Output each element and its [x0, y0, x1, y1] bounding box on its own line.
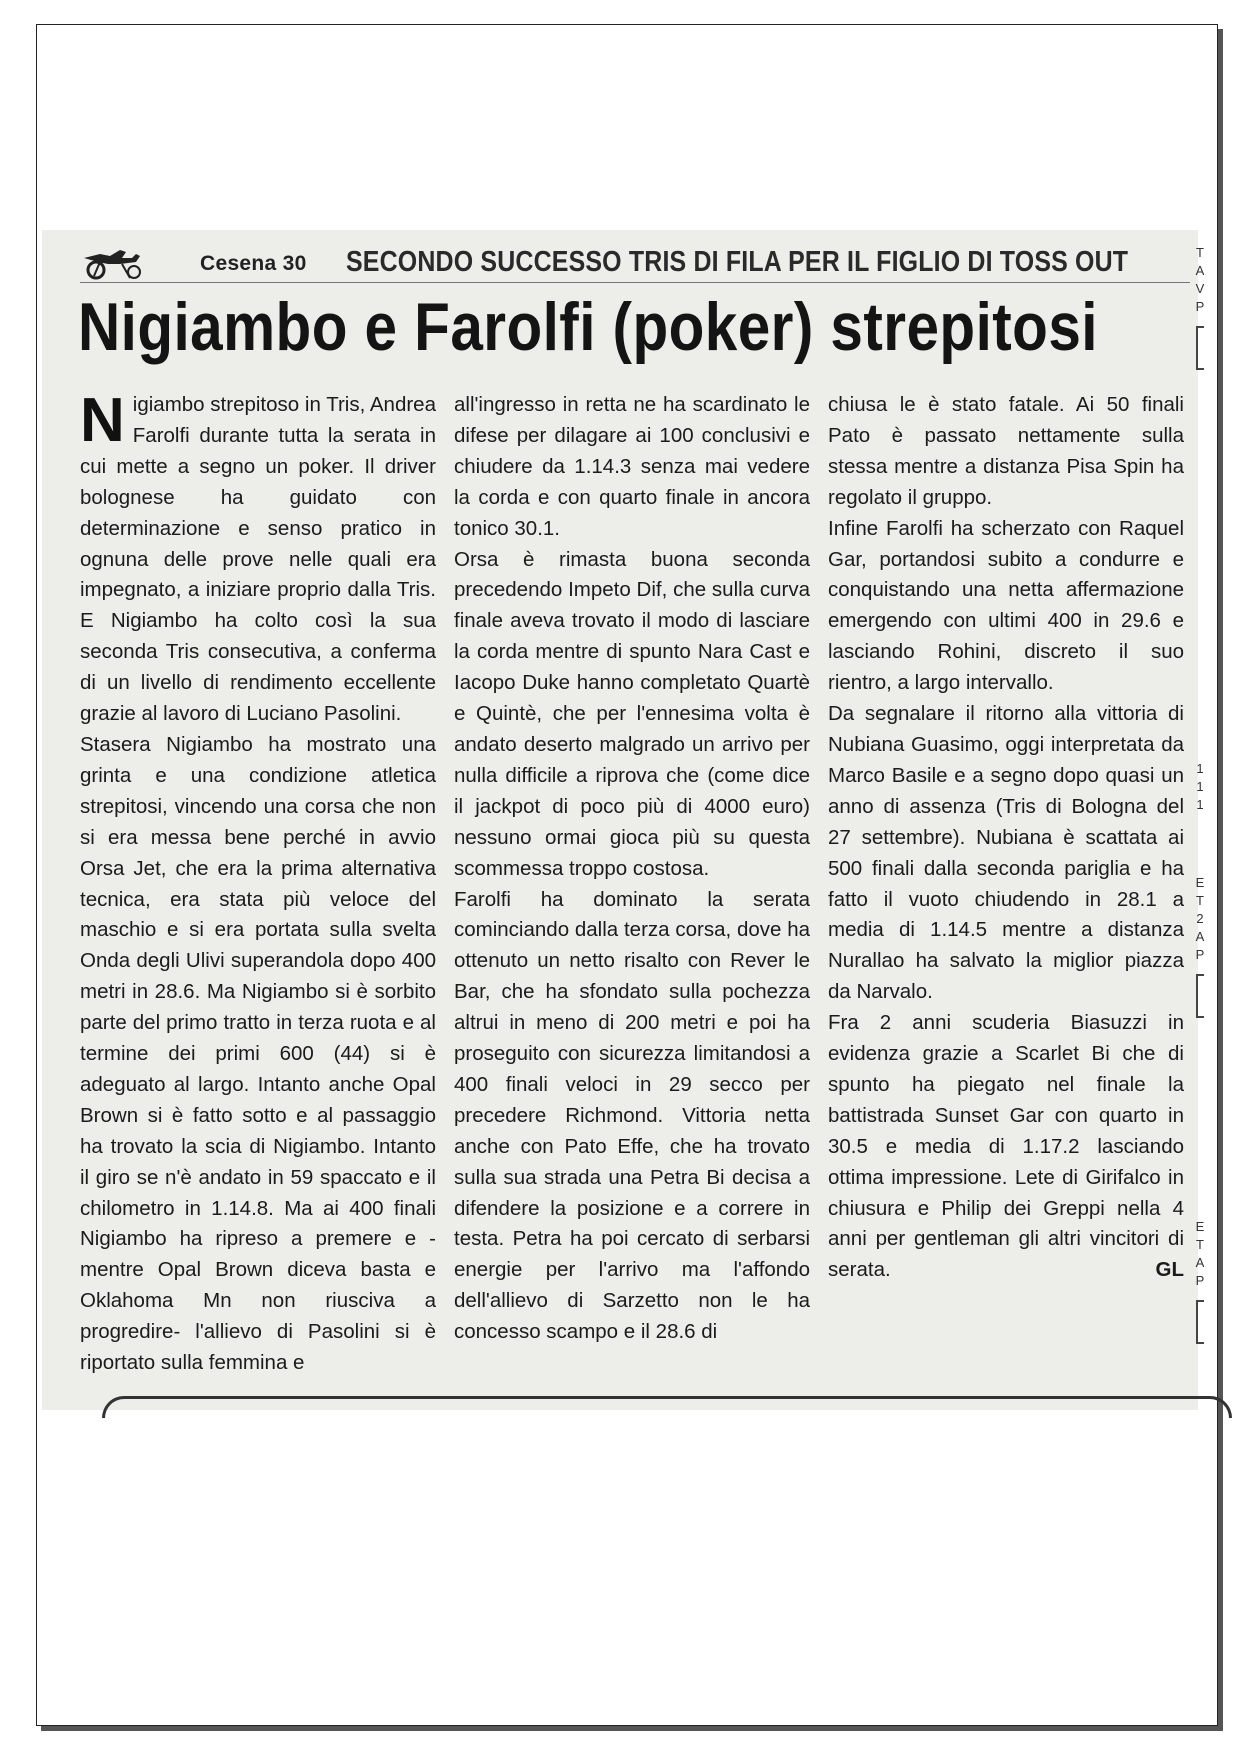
author-signature: GL: [1155, 1258, 1184, 1282]
paragraph: all'ingresso in retta ne ha scardinato le difese per dilagare ai 100 conclusivi e chiudere da 1.14.3 senza mai vedere la corda e con quarto finale in ancora tonico 30.1.: [454, 393, 810, 540]
edge-fragment: 1: [1196, 779, 1204, 794]
edge-fragment: 1: [1196, 797, 1204, 812]
paragraph: Da segnalare il ritorno alla vittoria di Nubiana Guasimo, oggi interpretata da Marco Basile e a segno dopo quasi un anno di assenza (Tris di Bologna del 27 settembre). Nubiana è scattata ai 500 finali dalla seconda pariglia e ha fatto il vuoto chiudendo in 28.1 a media di 1.14.5 mentre a distanza Nurallao ha salvato la miglior piazza da Narvalo.: [828, 702, 1184, 1004]
paragraph: Stasera Nigiambo ha mostrato una grinta e una condizione atletica strepitosi, vincendo una corsa che non si era messa bene perché in avvio Orsa Jet, che era la prima alternativa tecnica, era stata più veloce del maschio e si era portata sulla svelta Onda degli Ulivi superandola dopo 400 metri in 28.6. Ma Nigiambo si è sorbito parte del primo tratto in terza ruota e al termine dei primi 600 (44) si è adeguato al largo. Intanto anche Opal Brown si è fatto sotto e al passaggio ha trovato la scia di Nigiambo. Intanto il giro se n'è andato in 59 spaccato e il chilometro in 1.14.8. Ma ai 400 finali Nigiambo ha ripreso a premere e - mentre Opal Brown diceva basta e Oklahoma Mn non riusciva a progredire- l'allievo di Pasolini si è riportato sulla femmina e: [80, 732, 436, 1375]
article-column-1: [80, 386, 436, 1379]
edge-fragment: A: [1195, 929, 1205, 944]
edge-fragment: V: [1195, 281, 1205, 296]
harness-racing-sulky-icon: [80, 244, 152, 280]
edge-fragment: A: [1195, 263, 1205, 278]
kicker-row: [80, 242, 1190, 282]
edge-bracket: [1196, 1300, 1204, 1344]
edge-fragment: P: [1195, 299, 1205, 314]
edge-fragment: T: [1196, 245, 1204, 260]
paragraph: Infine Farolfi ha scherzato con Raquel Gar, portandosi subito a condurre e conquistando una netta affermazione emergendo con ultimi 400 in 29.6 e lasciando Rohini, discreto il suo rientro, a largo intervallo.: [828, 516, 1184, 695]
edge-fragment: E: [1195, 875, 1205, 890]
divider: [80, 282, 1190, 283]
headline: Nigiambo e Farolfi (poker) strepitosi: [78, 289, 1098, 365]
edge-fragment: 1: [1196, 761, 1204, 776]
adjacent-article-edge: [1192, 230, 1208, 1410]
paragraph: Fra 2 anni scuderia Biasuzzi in evidenza grazie a Scarlet Bi che di spunto ha piegato nel finale la battistrada Sunset Gar con quarto in 30.5 e media di 1.17.2 lasciando ottima impressione. Lete di Girifalco in chiusura e Philip dei Greppi nella 4 anni per gentleman gli altri vincitori di serata.: [828, 1011, 1184, 1282]
paragraph-last: [828, 1008, 1184, 1286]
next-article-border: [102, 1396, 1232, 1418]
edge-fragment: T: [1196, 893, 1204, 908]
article-column-2: [454, 390, 810, 1348]
edge-bracket: [1196, 974, 1204, 1018]
edge-fragment: T: [1196, 1237, 1204, 1252]
paragraph: Orsa è rimasta buona seconda precedendo Impeto Dif, che sulla curva finale aveva trovato il modo di lasciare la corda mentre di spunto Nara Cast e Iacopo Duke hanno completato Quartè e Quintè, che per l'ennesima volta è andato deserto malgrado un arrivo per nulla difficile a riprova che (come dice il jackpot di poco più di 4000 euro) nessuno ormai gioca più su questa scommessa troppo costosa.: [454, 547, 810, 880]
edge-fragment: P: [1195, 947, 1205, 962]
newspaper-clipping: [42, 230, 1205, 1410]
paragraph: Nigiambo strepitoso in Tris, Andrea Farolfi durante tutta la serata in cui mette a segno un poker. Il driver bolognese ha guidato con determinazione e senso pratico in ognuna delle prove nelle quali era impegnato, a iniziare proprio dalla Tris. E Nigiambo ha colto così la sua seconda Tris consecutiva, a conferma di un livello di rendimento eccellente grazie al lavoro di Luciano Pasolini.: [80, 386, 436, 726]
kicker: SECONDO SUCCESSO TRIS DI FILA PER IL FIGLIO DI TOSS OUT: [346, 246, 1129, 278]
section-name: Cesena 30: [200, 252, 307, 275]
edge-bracket: [1196, 326, 1204, 370]
article-column-3: [828, 390, 1184, 1286]
edge-fragment: P: [1195, 1273, 1205, 1288]
paragraph: chiusa le è stato fatale. Ai 50 finali Pato è passato nettamente sulla stessa mentre a distanza Pisa Spin ha regolato il gruppo.: [828, 393, 1184, 509]
edge-fragment: A: [1195, 1255, 1205, 1270]
paragraph: Farolfi ha dominato la serata cominciando dalla terza corsa, dove ha ottenuto un netto risalto con Rever le Bar, che ha sfondato sulla pochezza altrui in meno di 200 metri e poi ha proseguito con sicurezza limitandosi a 400 finali veloci in 29 secco per precedere Richmond. Vittoria netta anche con Pato Effe, che ha trovato sulla sua strada una Petra Bi decisa a difendere la posizione e a correre in testa. Petra ha poi cercato di serbarsi energie per l'arrivo ma l'affondo dell'allievo di Sarzetto non le ha concesso scampo e il 28.6 di: [454, 887, 810, 1344]
edge-fragment: E: [1195, 1219, 1205, 1234]
edge-fragment: 2: [1196, 911, 1204, 926]
